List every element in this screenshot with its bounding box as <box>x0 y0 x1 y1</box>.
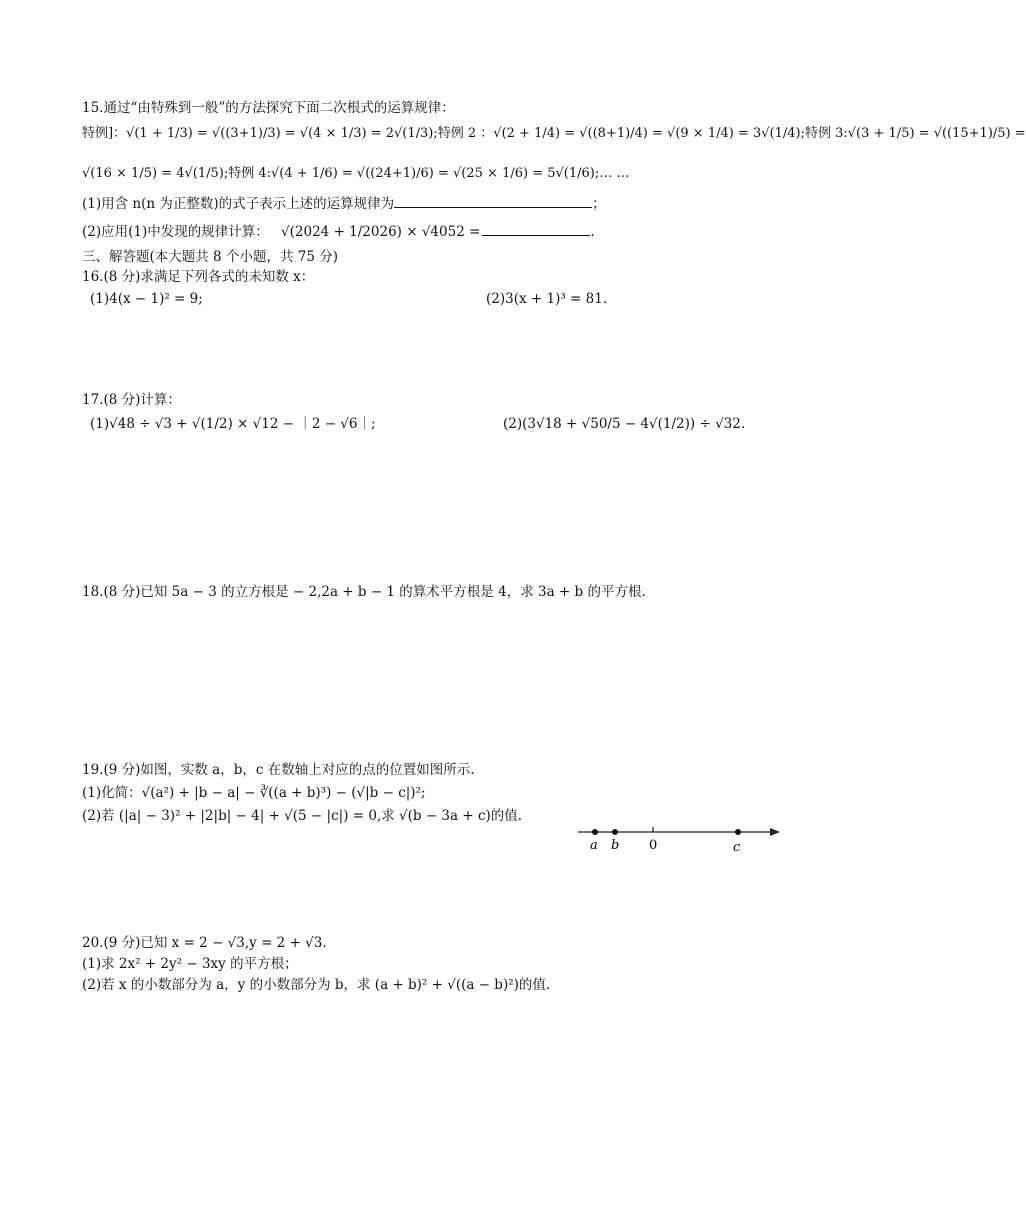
label-a: a <box>590 838 598 853</box>
q15-part2-end: . <box>590 224 595 240</box>
q17-part1: (1)√48 ÷ √3 + √(1/2) × √12 − ｜2 − √6｜; <box>90 416 376 432</box>
label-0: 0 <box>649 838 658 853</box>
q15-part2 <box>82 221 595 240</box>
q20-part1: (1)求 2x² + 2y² − 3xy 的平方根； <box>82 956 298 972</box>
q18-stem: 18.(8 分)已知 5a − 3 的立方根是 − 2,2a + b − 1 的算术平方根是 4，求 3a + b 的平方根. <box>82 584 646 600</box>
q17-stem: 17.(8 分)计算： <box>82 392 181 408</box>
q15-part1-end: ； <box>592 196 606 212</box>
q15-examples-line1: 特例]：√(1 + 1/3) = √((3+1)/3) = √(4 × 1/3) = 2√(1/3);特例 2 ：√(2 + 1/4) = √((8+1)/4) = √(9 × 1/4) = 3√(1/4);特例 3:√(3 + 1/5) = √((15+1)/5) = <box>82 126 1026 141</box>
q19-stem: 19.(9 分)如图，实数 a，b，c 在数轴上对应的点的位置如图所示. <box>82 762 475 778</box>
label-b: b <box>611 838 620 853</box>
number-line-figure <box>574 818 786 858</box>
q16-part1: (1)4(x − 1)² = 9; <box>90 291 203 307</box>
q15-part1-text: (1)用含 n(n 为正整数)的式子表示上述的运算规律为 <box>82 196 395 212</box>
q20-stem: 20.(9 分)已知 x = 2 − √3,y = 2 + √3. <box>82 935 327 951</box>
q15-part2-answer-blank[interactable] <box>482 221 590 236</box>
q15-stem: 15.通过“由特殊到一般”的方法探究下面二次根式的运算规律： <box>82 100 455 116</box>
number-line-arrow-icon <box>770 828 780 836</box>
point-b <box>612 829 618 835</box>
q17-part2: (2)(3√18 + √50/5 − 4√(1/2)) ÷ √32. <box>503 416 746 432</box>
q19-part2: (2)若 (|a| − 3)² + |2|b| − 4| + √(5 − |c|) = 0,求 √(b − 3a + c)的值. <box>82 808 523 824</box>
q15-part2-text: (2)应用(1)中发现的规律计算： <box>82 224 269 240</box>
q15-part1-answer-blank[interactable] <box>394 193 592 208</box>
q15-part1 <box>82 193 606 212</box>
q15-part2-expression: √(2024 + 1/2026) × √4052 = <box>281 224 481 240</box>
point-a <box>592 829 598 835</box>
q16-stem: 16.(8 分)求满足下列各式的未知数 x： <box>82 269 315 285</box>
label-c: c <box>733 840 741 855</box>
q19-part1: (1)化简：√(a²) + |b − a| − ∛((a + b)³) − (√|b − c|)²; <box>82 785 426 801</box>
section-3-heading: 三、解答题(本大题共 8 个小题，共 75 分) <box>82 249 338 265</box>
point-c <box>735 829 741 835</box>
q16-part2: (2)3(x + 1)³ = 81. <box>486 291 608 307</box>
q20-part2: (2)若 x 的小数部分为 a，y 的小数部分为 b，求 (a + b)² + √((a − b)²)的值. <box>82 977 551 993</box>
q15-examples-line2: √(16 × 1/5) = 4√(1/5);特例 4:√(4 + 1/6) = √((24+1)/6) = √(25 × 1/6) = 5√(1/6);… … <box>82 166 630 181</box>
